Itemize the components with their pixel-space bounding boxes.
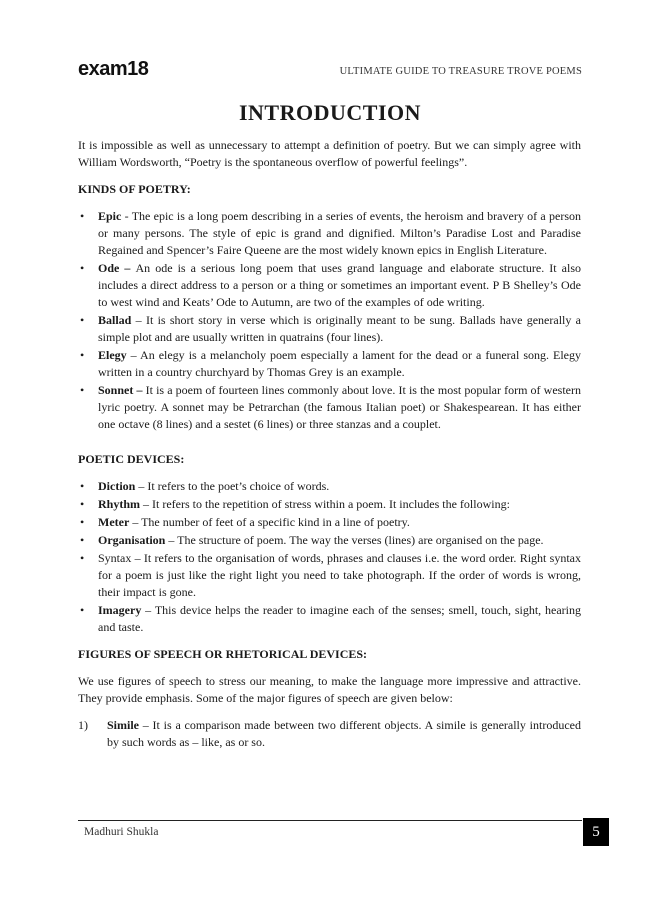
list-item: [78, 260, 581, 311]
item-text: It is a poem of fourteen lines commonly about love. It is the most popular form of western lyric poetry. A sonnet may be Petrarchan (the famous Italian poet) or Shakespearean. It has either one octave (8 lines) and a sestet (6 lines) or three stanzas and a couplet.: [98, 383, 581, 431]
item-text: – It refers to the repetition of stress within a poem. It includes the following:: [140, 497, 510, 511]
bullet-icon: •: [80, 533, 85, 547]
bullet-icon: •: [80, 515, 85, 529]
bullet-icon: •: [80, 479, 85, 493]
item-term: Elegy: [98, 348, 127, 362]
list-item: [78, 532, 581, 549]
bullet-icon: •: [80, 348, 85, 362]
item-term: Organisation: [98, 533, 166, 547]
item-text: – It refers to the poet’s choice of words.: [135, 479, 330, 493]
figures-list: [78, 717, 581, 751]
page-number: 5: [583, 818, 609, 846]
list-item: [78, 382, 581, 433]
item-text: – It is short story in verse which is originally meant to be sung. Ballads have generally a simple plot and are usually written in quatrains (four lines).: [98, 313, 581, 344]
list-item: [78, 478, 581, 495]
devices-heading: POETIC DEVICES:: [78, 452, 185, 466]
bullet-icon: •: [80, 603, 85, 617]
bullet-icon: •: [80, 209, 85, 223]
devices-list: [78, 478, 581, 636]
intro-paragraph: It is impossible as well as unnecessary to attempt a definition of poetry. But we can simply agree with William Wordsworth, “Poetry is the spontaneous overflow of powerful feelings”.: [78, 138, 581, 169]
item-text: – The structure of poem. The way the verses (lines) are organised on the page.: [165, 533, 544, 547]
item-term: Diction: [98, 479, 136, 493]
brand-logo: [78, 58, 148, 81]
item-text: - The epic is a long poem describing in a series of events, the heroism and bravery of a person or many persons. The style of epic is grand and dignified. Milton’s Paradise Lost and Paradise Regained and Spencer’s Faire Queene are the most widely known epics in English Literature.: [98, 209, 581, 257]
page-content: [78, 137, 581, 751]
logo-text: exam: [78, 58, 128, 80]
item-term: Ballad: [98, 313, 132, 327]
list-item: [78, 550, 581, 601]
kinds-heading: KINDS OF POETRY:: [78, 182, 191, 196]
item-term: Sonnet –: [98, 383, 146, 397]
footer-divider: [78, 820, 582, 821]
item-term: Rhythm: [98, 497, 141, 511]
bullet-icon: •: [80, 551, 85, 565]
bullet-icon: •: [80, 383, 85, 397]
logo-number: 18: [127, 58, 149, 80]
kinds-list: [78, 208, 581, 433]
page-title: INTRODUCTION: [238, 100, 422, 125]
list-item: [78, 602, 581, 636]
bullet-icon: •: [80, 313, 85, 327]
item-term: Imagery: [98, 603, 142, 617]
bullet-icon: •: [80, 497, 85, 511]
list-item: [78, 514, 581, 531]
running-header: ULTIMATE GUIDE TO TREASURE TROVE POEMS: [339, 66, 582, 77]
footer-author: Madhuri Shukla: [84, 826, 159, 838]
item-term: Meter: [98, 515, 130, 529]
figures-heading: FIGURES OF SPEECH OR RHETORICAL DEVICES:: [78, 647, 368, 661]
item-term: Epic: [98, 209, 122, 223]
item-text: – It is a comparison made between two different objects. A simile is generally introduced by such words as – like, as or so.: [107, 718, 581, 749]
figures-intro: We use figures of speech to stress our meaning, to make the language more impressive and attractive. They provide emphasis. Some of the major figures of speech are given below:: [78, 674, 581, 705]
item-number: 1): [78, 718, 88, 732]
item-text: – The number of feet of a specific kind in a line of poetry.: [129, 515, 410, 529]
list-item: [78, 347, 581, 381]
bullet-icon: •: [80, 261, 85, 275]
item-text: Syntax – It refers to the organisation of words, phrases and clauses i.e. the word order. Right syntax for a poem is just like the right light you need to take photograph. If the order of words is wrong, their impact is gone.: [98, 551, 581, 599]
item-text: – An elegy is a melancholy poem especially a lament for the dead or a funeral song. Elegy written in a country churchyard by Thomas Grey is an example.: [98, 348, 581, 379]
item-term: Ode –: [98, 261, 136, 275]
item-text: An ode is a serious long poem that uses grand language and elaborate structure. It also includes a direct address to a person or a thing or sometimes an important event. P B Shelley’s Ode to west wind and Keats’ Ode to Autumn, are two of the examples of ode writing.: [98, 261, 581, 309]
list-item: [78, 496, 581, 513]
list-item: [78, 208, 581, 259]
list-item: [78, 312, 581, 346]
item-text: – This device helps the reader to imagine each of the senses; smell, touch, sight, hearing and taste.: [98, 603, 581, 634]
list-item: [78, 717, 581, 751]
item-term: Simile: [107, 718, 139, 732]
